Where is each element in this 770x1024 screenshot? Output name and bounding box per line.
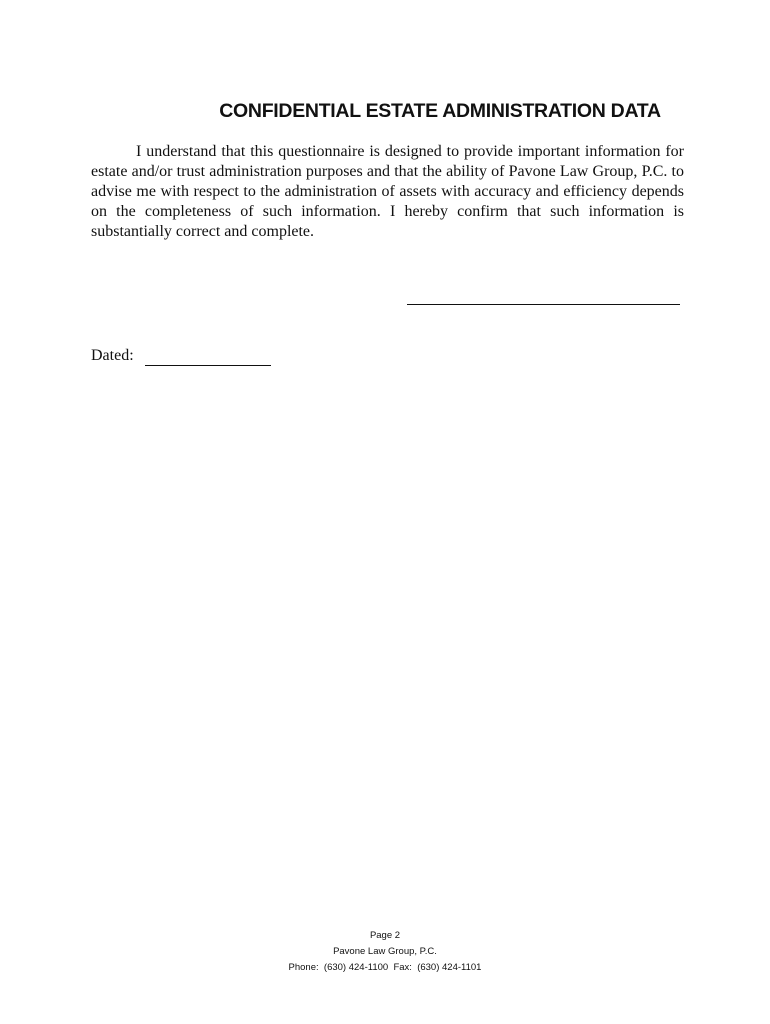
confirmation-paragraph: I understand that this questionnaire is designed to provide important information for estate and/or trust administration purposes and that the ability of Pavone Law Group, P.C. to advise me with respect to the administration of assets with accuracy and efficiency depends on the completeness of such information. I hereby confirm that such information is substantially correct and complete.: [91, 143, 684, 240]
document-title: CONFIDENTIAL ESTATE ADMINISTRATION DATA: [219, 100, 661, 122]
date-blank-line: [145, 351, 271, 366]
page-number: Page 2: [369, 930, 401, 941]
dated-label: Dated:: [91, 347, 134, 364]
page-footer: [0, 928, 770, 976]
dated-row: [91, 346, 271, 366]
firm-name: Pavone Law Group, P.C.: [333, 946, 437, 957]
signature-line: [407, 304, 680, 305]
firm-contact: Phone: (630) 424-1100 Fax: (630) 424-1101: [288, 962, 482, 973]
